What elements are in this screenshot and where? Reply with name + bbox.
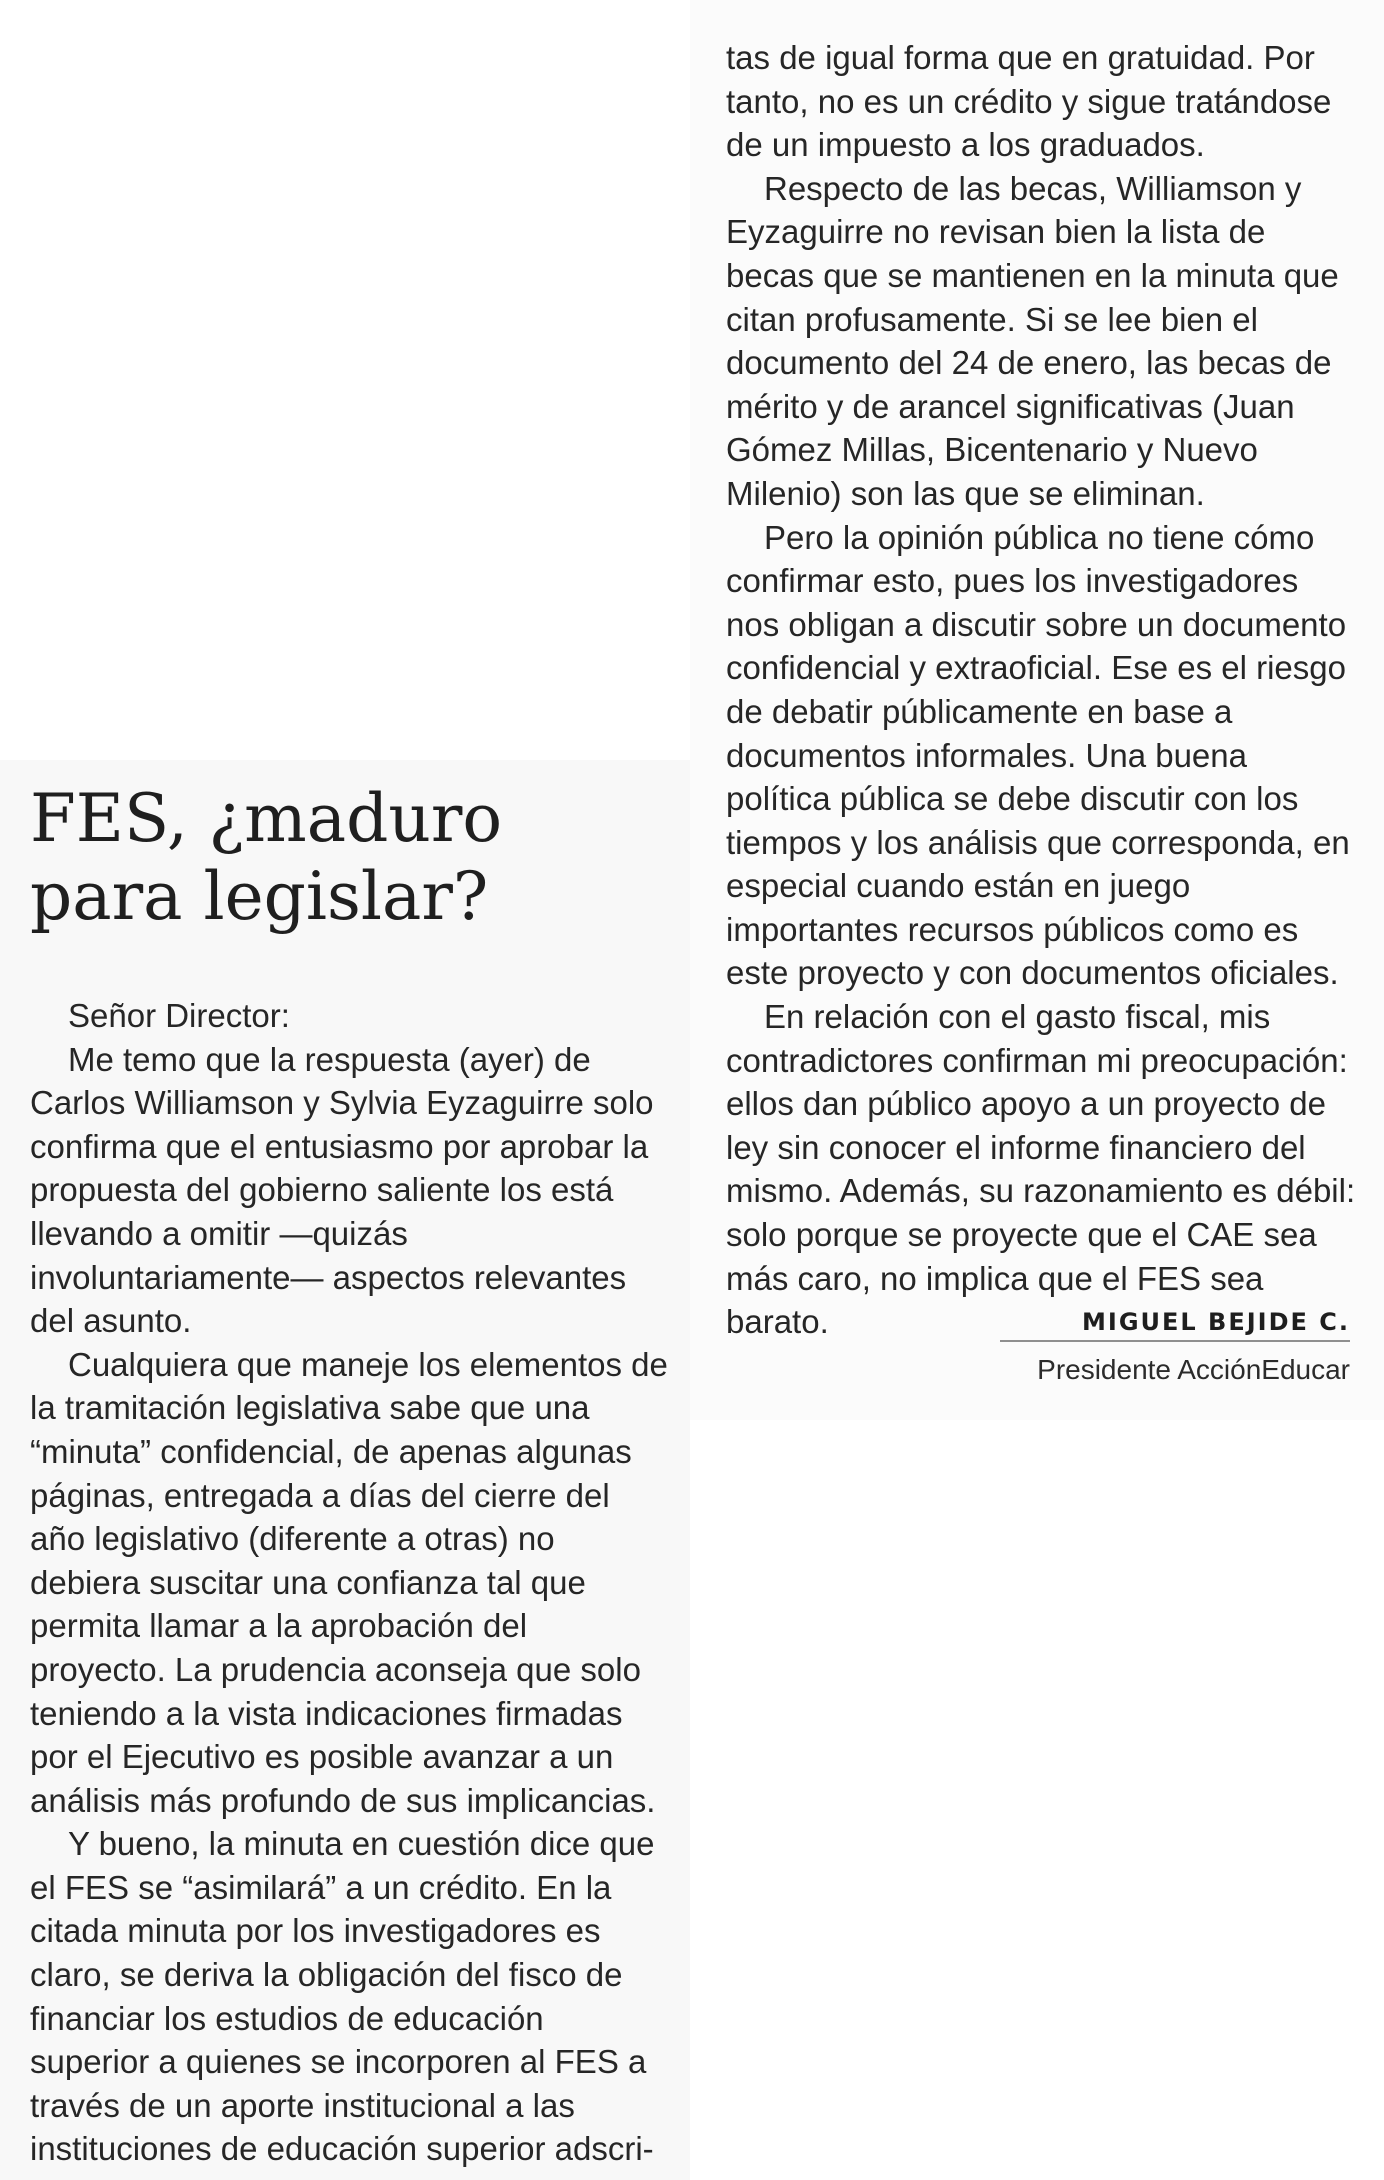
paragraph-3: Y bueno, la minuta en cuestión dice que el FES se “asimilará” a un crédito. En la citada minuta por los investigadores es claro, se deriva la obligación del fisco de financiar los estudios de educación superior a quienes se incorporen al FES a través de un aporte institucional a las instituciones de educación superior adscri-	[30, 1825, 655, 2168]
paragraph-2: Cualquiera que maneje los elementos de la tramitación legislativa sabe que una “minuta” confidencial, de apenas algunas páginas, entregada a días del cierre del año legislativo (diferente a otras) no debiera suscitar una confianza tal que permita llamar a la aprobación del proyecto. La prudencia aconseja que solo teniendo a la vista indicaciones firmadas por el Ejecutivo es posible avanzar a un análisis más profundo de sus implicancias.	[30, 1345, 668, 1819]
author-name: MIGUEL BEJIDE C.	[1000, 1308, 1350, 1342]
paragraph-4: Respecto de las becas, Williamson y Eyzaguirre no revisan bien la lista de becas que se mantienen en la minuta que citan profusamente. Si se lee bien el documento del 24 de enero, las becas de mérito y de arancel significativas (Juan Gómez Millas, Bicentenario y Nuevo Milenio) son las que se eliminan.	[726, 169, 1339, 512]
author-role: Presidente AcciónEducar	[1037, 1354, 1350, 1385]
paragraph-1: Me temo que la respuesta (ayer) de Carlos Williamson y Sylvia Eyzaguirre solo confirma que el entusiasmo por aprobar la propuesta del gobierno saliente los está llevando a omitir —quizás involuntariamente— aspectos relevantes del asunto.	[30, 1040, 654, 1340]
left-column	[30, 994, 670, 2171]
paragraph-6: En relación con el gasto fiscal, mis contradictores confirman mi preocupación: ellos dan público apoyo a un proyecto de ley sin conocer el informe financiero del mismo. Además, su razonamiento es débil: solo porque se proyecte que el CAE sea más caro, no implica que el FES sea barato.	[726, 998, 1356, 1341]
paragraph-5: Pero la opinión pública no tiene cómo confirmar esto, pues los investigadores nos obligan a discutir sobre un documento confidencial y extraoficial. Ese es el riesgo de debatir públicamente en base a documentos informales. Una buena política pública se debe discutir con los tiempos y los análisis que corresponda, en especial cuando están en juego importantes recursos públicos como es este proyecto y con documentos oficiales.	[726, 518, 1350, 992]
letter-headline: FES, ¿maduro para legislar?	[30, 780, 503, 935]
right-column	[726, 36, 1358, 1344]
salutation: Señor Director:	[68, 997, 290, 1034]
paragraph-continuation: tas de igual forma que en gratuidad. Por tanto, no es un crédito y sigue tratándose de un impuesto a los graduados.	[726, 39, 1332, 164]
